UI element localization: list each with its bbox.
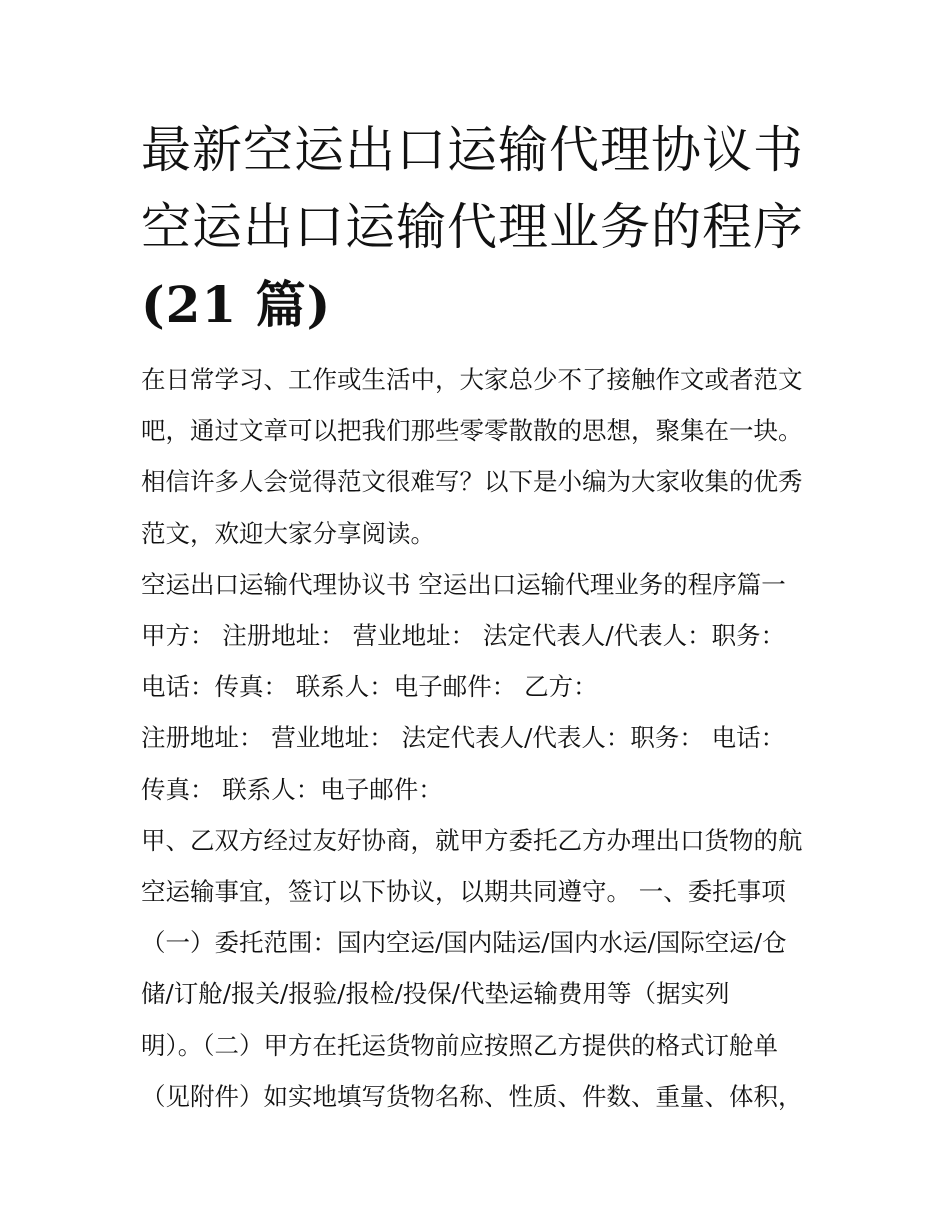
document-body [141,354,821,1122]
body-line: 明）。（二）甲方在托运货物前应按照乙方提供的格式订舱单 [141,1030,778,1060]
body-line: 范文，欢迎大家分享阅读。 [141,518,435,548]
body-line: 空运输事宜，签订以下协议，以期共同遵守。 一、委托事项 [141,877,786,907]
body-line: （见附件）如实地填写货物名称、性质、件数、重量、体积， [141,1081,803,1111]
document-title [141,112,821,343]
body-line: 电话：传真： 联系人：电子邮件： 乙方： [141,672,598,702]
body-line: 在日常学习、工作或生活中，大家总少不了接触作文或者范文 [141,365,803,394]
body-line: 甲方： 注册地址： 营业地址： 法定代表人/代表人：职务： [141,621,786,651]
body-line: 注册地址： 营业地址： 法定代表人/代表人：职务： 电话： [141,723,786,753]
body-line: 储/订舱/报关/报验/报检/投保/代垫运输费用等（据实列 [141,979,730,1009]
title-line: 最新空运出口运输代理协议书 [141,121,804,179]
title-line: (21 篇) [141,275,332,334]
body-line: 甲、乙双方经过友好协商，就甲方委托乙方办理出口货物的航 [141,825,803,855]
title-line: 空运出口运输代理业务的程序 [141,198,804,256]
body-line: 相信许多人会觉得范文很难写？以下是小编为大家收集的优秀 [141,467,803,497]
body-line: 传真： 联系人：电子邮件： [141,774,443,804]
body-line: （一）委托范围：国内空运/国内陆运/国内水运/国际空运/仓 [141,928,787,958]
body-line: 吧，通过文章可以把我们那些零零散散的思想，聚集在一块。 [141,416,803,446]
body-line: 空运出口运输代理协议书 空运出口运输代理业务的程序篇一 [141,569,786,599]
